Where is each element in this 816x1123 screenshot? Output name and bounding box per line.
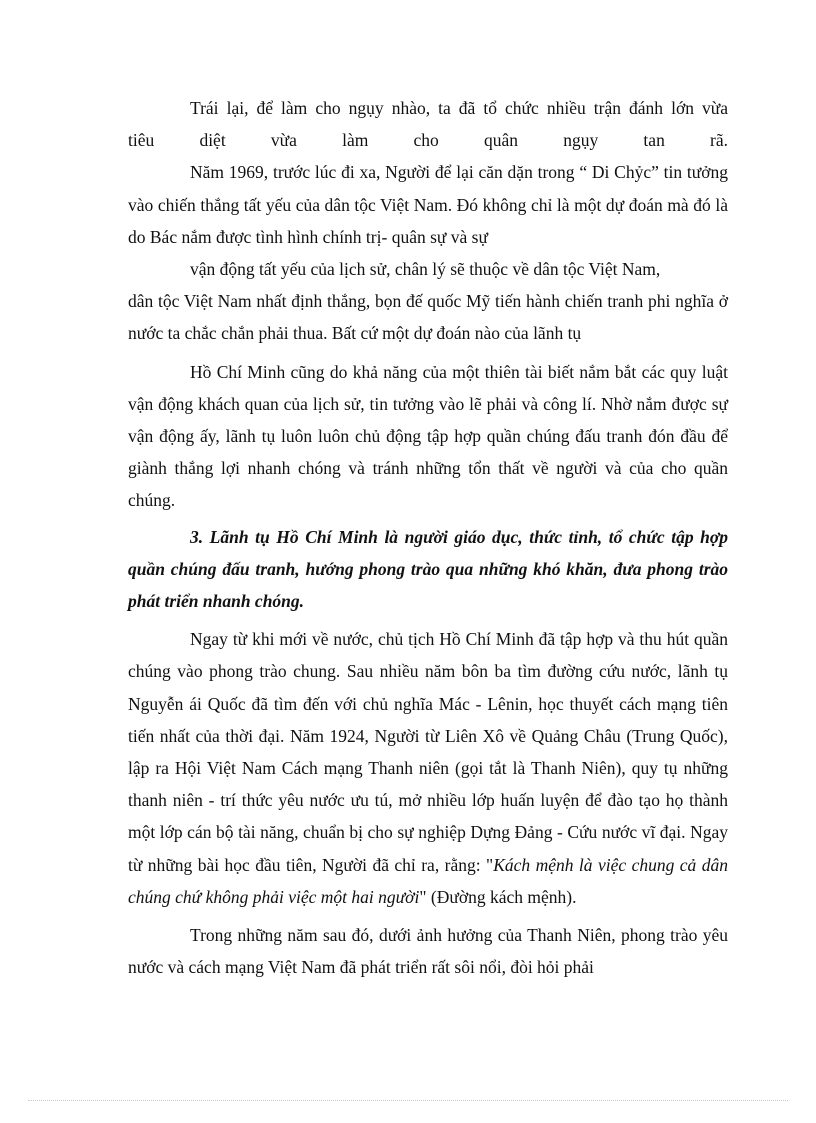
paragraph: Trong những năm sau đó, dưới ảnh hưởng của Thanh Niên, phong trào yêu nước và cách mạng Việt Nam đã phát triển rất sôi nổi, đòi hỏi phải xyxy=(128,925,728,978)
section-heading: 3. Lãnh tụ Hồ Chí Minh là người giáo dục, thức tỉnh, tổ chức tập hợp quần chúng đấu tranh, hướng phong trào qua những khó khăn, đưa phong trào phát triển nhanh chóng. xyxy=(128,526,728,612)
paragraph-line: vận động tất yếu của lịch sử, chân lý sẽ thuộc về dân tộc Việt Nam, xyxy=(190,259,661,280)
page-footer-divider xyxy=(28,1100,788,1101)
paragraph-text: " (Đường kách mệnh). xyxy=(419,886,577,907)
paragraph: Năm 1969, trước lúc đi xa, Người để lại căn dặn trong “ Di Chỷc” tin tưởng vào chiến thắng tất yếu của dân tộc Việt Nam. Đó không chỉ là một dự đoán mà đó là do Bác nắm được tình hình chính trị- quân sự và sự xyxy=(128,162,728,247)
paragraph xyxy=(128,623,728,913)
document-page xyxy=(128,92,728,983)
paragraph-text: Ngay từ khi mới về nước, chủ tịch Hồ Chí Minh đã tập hợp và thu hút quần chúng vào phong trào chung. Sau nhiều năm bôn ba tìm đường cứu nước, lãnh tụ Nguyễn ái Quốc đã tìm đến với chủ nghĩa Mác - Lênin, học thuyết cách mạng tiên tiến nhất của thời đại. Năm 1924, Người từ Liên Xô về Quảng Châu (Trung Quốc), lập ra Hội Việt Nam Cách mạng Thanh niên (gọi tắt là Thanh Niên), quy tụ những thanh niên - trí thức yêu nước ưu tú, mở nhiều lớp huấn luyện để đào tạo họ thành một lớp cán bộ tài năng, chuẩn bị cho sự nghiệp Dựng Đảng - Cứu nước vĩ đại. Ngay từ những bài học đầu tiên, Người đã chỉ ra, rằng: " xyxy=(128,629,728,875)
paragraph-line: tiêu diệt vừa làm cho quân ngụy tan rã. xyxy=(128,130,728,151)
paragraph: Hồ Chí Minh cũng do khả năng của một thiên tài biết nắm bắt các quy luật vận động khách quan của lịch sử, tin tưởng vào lẽ phải và công lí. Nhờ nắm được sự vận động ấy, lãnh tụ luôn luôn chủ động tập hợp quần chúng đấu tranh đón đầu để giành thắng lợi nhanh chóng và tránh những tổn thất về người và của cho quần chúng. xyxy=(128,361,728,511)
paragraph-line: Trái lại, để làm cho ngụy nhào, ta đã tổ chức nhiều trận đánh lớn vừa xyxy=(190,98,728,118)
paragraph: dân tộc Việt Nam nhất định thắng, bọn đế quốc Mỹ tiến hành chiến tranh phi nghĩa ở nước ta chắc chắn phải thua. Bất cứ một dự đoán nào của lãnh tụ xyxy=(128,291,728,344)
quote-text: Kách mệnh là việc chung cả dân chúng chứ không phải việc một hai người xyxy=(128,854,728,907)
